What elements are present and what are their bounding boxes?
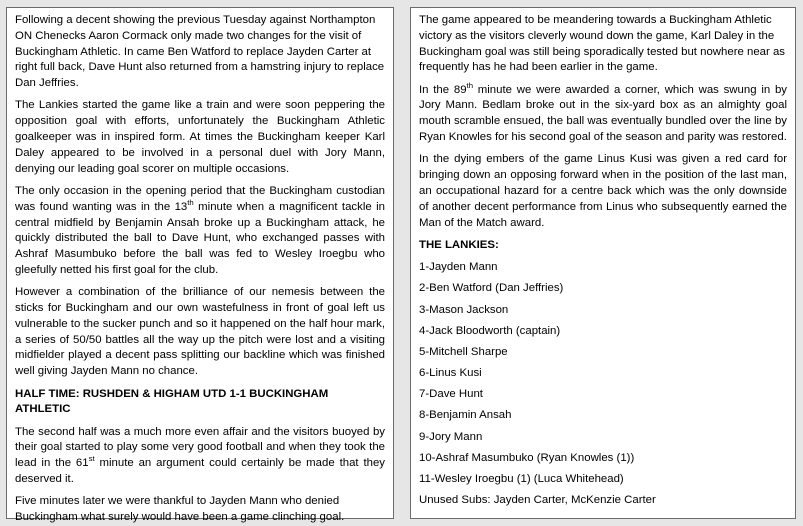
lineup-item: 10-Ashraf Masumbuko (Ryan Knowles (1)) — [419, 451, 635, 464]
text-run: The second half was a much more even affair and the visitors buoyed by their goal started to play some very good football and when they took the lead in the 61 — [15, 425, 385, 470]
paragraph: In the dying embers of the game Linus Kusi was given a red card for bringing down an opposing forward when in the position of the last man, an occupational hazard for a centre back which was the only downside of another decent performance from Linus who subsequently earned the Man of the Match award. — [419, 153, 787, 229]
ordinal-suffix: th — [466, 80, 474, 90]
text-run: The only occasion in the opening period that the Buckingham custodian was found wanting was in the 13 — [15, 184, 385, 213]
text-run: minute we were awarded a corner, which was swung in by Jory Mann. Bedlam broke out in the six-yard box as an almighty goal mouth scramble ensued, the ball was eventually bundled over the line by Ryan Knowles for his second goal of the season and parity was restored. — [419, 83, 787, 144]
text-run: minute when a magnificent tackle in central midfield by Benjamin Ansah broke up a Buckingham attack, he quickly distributed the ball to Dave Hunt, who exchanged passes with Ashraf Masumbuko before the ball was fed to Wesley Iroegbu who gleefully netted his first goal for the club. — [15, 200, 385, 276]
lineup-item: 11-Wesley Iroegbu (1) (Luca Whitehead) — [419, 473, 624, 486]
unused-subs: Unused Subs: Jayden Carter, McKenzie Carter — [419, 494, 656, 507]
lineup-item: 9-Jory Mann — [419, 430, 483, 443]
ordinal-suffix: st — [88, 454, 95, 464]
left-page — [6, 7, 394, 524]
lineup-item: 8-Benjamin Ansah — [419, 409, 512, 422]
lineup-item: 7-Dave Hunt — [419, 388, 483, 401]
ordinal-suffix: th — [187, 197, 194, 207]
paragraph: The game appeared to be meandering towards a Buckingham Athletic victory as the visitors cleverly wound down the game, Karl Daley in the Buckingham goal was still being sporadically tested but nowhere near as frequently has he had been earlier in the game. — [419, 14, 785, 74]
paragraph — [419, 80, 787, 146]
lineup-item: 1-Jayden Mann — [419, 261, 498, 274]
lineup-item: 6-Linus Kusi — [419, 367, 482, 380]
paragraph — [15, 184, 385, 279]
text-run: In the 89 — [419, 83, 467, 96]
paragraph: Following a decent showing the previous Tuesday against Northampton ON Chenecks Aaron Cormack only made two changes for the visit of Buckingham Athletic. In came Ben Watford to replace Jayden Carter at right full back, Dave Hunt also returned from a hamstring injury to replace Dan Jeffries. — [15, 14, 385, 90]
right-page — [410, 7, 796, 519]
lineup-item: 5-Mitchell Sharpe — [419, 345, 508, 358]
paragraph: The Lankies started the game like a train and were soon peppering the opposition goal with efforts, unfortunately the Buckingham Athletic goalkeeper was in inspired form. At times the Buckingham keeper Karl Daley appeared to be involved in a personal duel with Jory Mann, denying our leading goal scorer on multiple occasions. — [15, 99, 385, 175]
paragraph — [15, 425, 385, 488]
team-heading: THE LANKIES: — [419, 238, 499, 251]
halftime-score: HALF TIME: RUSHDEN & HIGHAM UTD 1-1 BUCKINGHAM ATHLETIC — [15, 387, 329, 416]
lineup-list — [419, 260, 787, 509]
lineup-item: 2-Ben Watford (Dan Jeffries) — [419, 282, 564, 295]
lineup-item: 4-Jack Bloodworth (captain) — [419, 324, 561, 337]
paragraph: However a combination of the brilliance of our nemesis between the sticks for Buckingham and our own wastefulness in front of goal left us vulnerable to the sucker punch and so it happened on the half hour mark, a series of 50/50 battles all the way up the pitch were lost and a visiting midfielder played a decent pass splitting our backline which was finished well giving Jayden Mann no chance. — [15, 286, 385, 378]
paragraph: Five minutes later we were thankful to Jayden Mann who denied Buckingham what surely would have been a game clinching goal. — [15, 495, 345, 524]
lineup-item: 3-Mason Jackson — [419, 303, 509, 316]
text-run: minute an argument could certainly be made that they deserved it. — [15, 457, 385, 486]
